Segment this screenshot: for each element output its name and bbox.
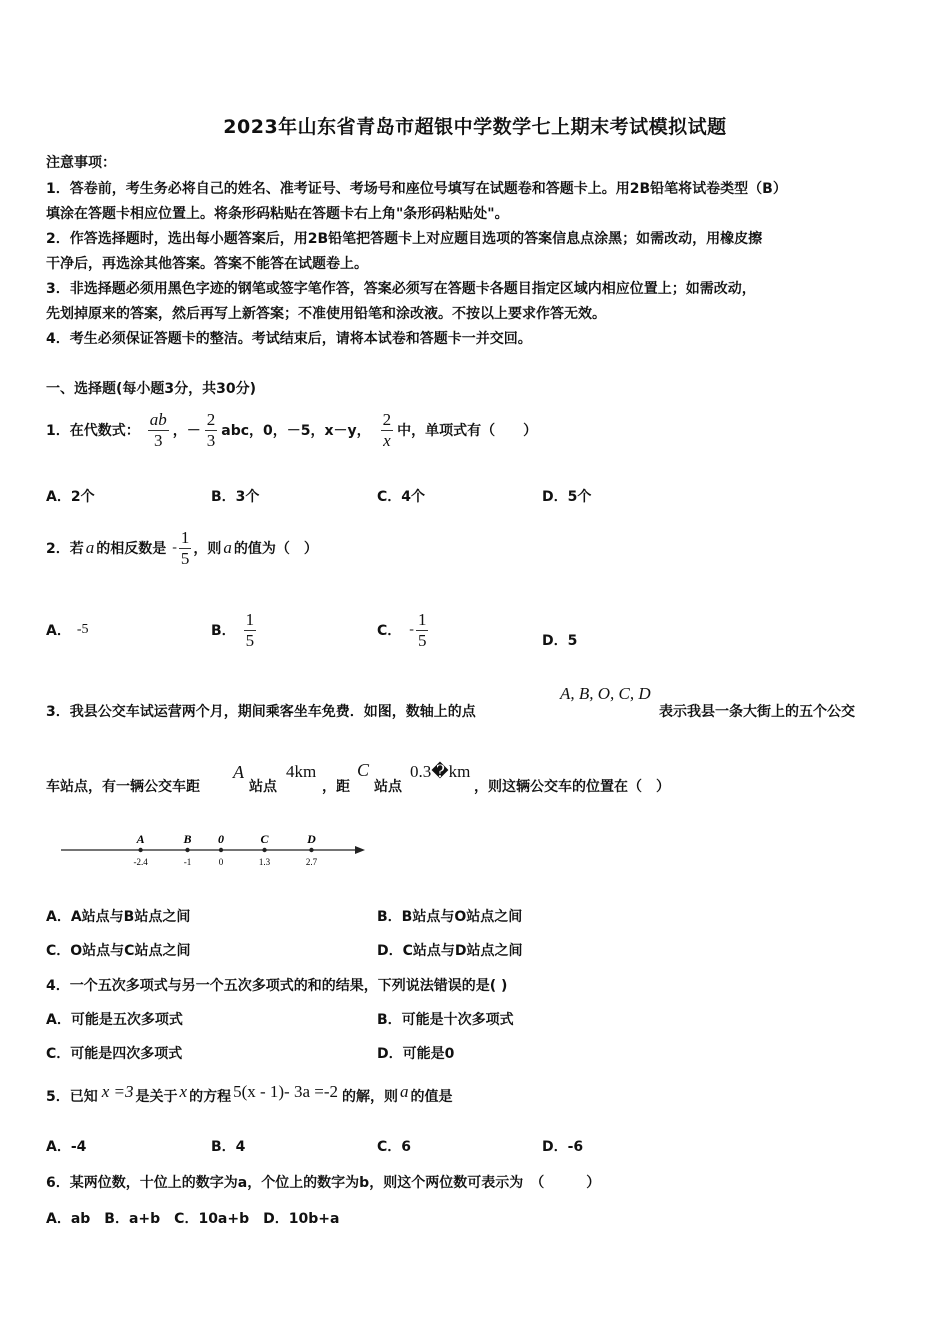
q5-mid3: 的解，则 [342, 1089, 399, 1105]
q1-mid: abc，0，－5，x－y， [221, 423, 371, 439]
q4-option-d[interactable]: D．可能是0 [377, 1046, 455, 1062]
q2-mid: 的相反数是 [96, 541, 167, 557]
q3-var-a: A [233, 762, 244, 782]
q3-distance-2: 0.3�km [410, 762, 471, 781]
number-line-svg [55, 826, 375, 872]
q2-option-c-neg: - [409, 622, 414, 637]
number-line-label-2: 0 [218, 832, 224, 846]
q3-distance-1: 4km [286, 762, 317, 781]
number-line-label-0: A [136, 832, 145, 846]
number-line-point-0 [138, 848, 142, 852]
notice-heading: 注意事项： [46, 155, 116, 171]
number-line-arrow [355, 846, 365, 854]
q3-line2-d: 站点 [374, 779, 402, 795]
q5-option-b[interactable]: B．4 [211, 1139, 246, 1155]
number-line-point-2 [219, 848, 223, 852]
q5-prefix: 5．已知 [46, 1089, 98, 1105]
q1-prefix: 1．在代数式： [46, 423, 140, 439]
q1-fraction-2-x: $\frac{2}{x}$ [382, 409, 392, 450]
notice-line: 4．考生必须保证答题卡的整洁。考试结束后，请将本试卷和答题卡一并交回。 [46, 331, 532, 347]
q1-suffix: 中，单项式有（ ） [397, 423, 538, 439]
number-line-point-3 [262, 848, 266, 852]
question-6: 6．某两位数，十位上的数字为a，个位上的数字为b，则这个两位数可表示为 （ ） [46, 1175, 601, 1191]
q2-var-a: a [85, 538, 95, 557]
q1-sep: ，－ [172, 423, 201, 439]
q3-option-c[interactable]: C．O站点与C站点之间 [46, 943, 191, 959]
q2-option-d[interactable]: D．5 [542, 633, 578, 649]
q5-mid1: 是关于 [135, 1089, 178, 1105]
q1-fraction-ab-3: $\frac{ab}{3}$ [149, 409, 167, 450]
number-line-figure [55, 826, 375, 876]
question-2 [46, 522, 318, 574]
q2-option-a-label: A． [46, 623, 71, 639]
section-heading: 一、选择题(每小题3分，共30分) [46, 381, 257, 397]
q5-suffix: 的值是 [410, 1089, 453, 1105]
notice-line: 干净后，再选涂其他答案。答案不能答在试题卷上。 [46, 256, 368, 272]
q2-option-b-label: B． [211, 623, 236, 639]
number-line-label-3: C [260, 832, 269, 846]
q3-line2-e: ，则这辆公交车的位置在（ ） [474, 779, 670, 795]
question-5 [46, 1076, 453, 1116]
q1-option-d[interactable]: D．5个 [542, 489, 592, 505]
q3-line2-b: 站点 [249, 779, 277, 795]
q2-fraction: $\frac{1}{5}$ [180, 527, 190, 568]
q5-option-c[interactable]: C．6 [377, 1139, 412, 1155]
notice-line: 2．作答选择题时，选出每小题答案后，用2B铅笔把答题卡上对应题目选项的答案信息点涂黑；如需改动，用橡皮擦 [46, 231, 763, 247]
q4-option-c[interactable]: C．可能是四次多项式 [46, 1046, 183, 1062]
number-line-value-0: -2.4 [133, 857, 148, 867]
q5-mid2: 的方程 [189, 1089, 232, 1105]
q1-option-b[interactable]: B．3个 [211, 489, 260, 505]
q2-option-a[interactable] [46, 605, 89, 655]
q3-points: A, B, O, C, D [560, 684, 651, 703]
q2-prefix: 2．若 [46, 541, 84, 557]
q3-option-a[interactable]: A．A站点与B站点之间 [46, 909, 191, 925]
q2-neg: - [172, 540, 177, 555]
q5-option-a[interactable]: A．-4 [46, 1139, 87, 1155]
q4-option-a[interactable]: A．可能是五次多项式 [46, 1012, 183, 1028]
page-title: 2023年山东省青岛市超银中学数学七上期末考试模拟试题 [223, 116, 727, 138]
q2-option-c-label: C． [377, 623, 402, 639]
q3-line1-end: 表示我县一条大街上的五个公交 [659, 704, 855, 720]
q2-option-c[interactable] [377, 605, 428, 655]
q2-option-c-fraction: $\frac{1}{5}$ [417, 609, 427, 650]
q3-option-d[interactable]: D．C站点与D站点之间 [377, 943, 523, 959]
q2-suffix2: 的值为（ ） [233, 541, 318, 557]
question-1 [46, 404, 537, 456]
q6-options[interactable]: A．ab B．a+b C．10a+b D．10b+a [46, 1211, 340, 1227]
q5-equation: 5(x - 1)- 3a =-2 [233, 1082, 339, 1101]
number-line-label-4: D [307, 832, 316, 846]
number-line-value-2: 0 [218, 857, 224, 867]
q5-condition: x =3 [101, 1082, 134, 1101]
q2-option-b-fraction: $\frac{1}{5}$ [245, 609, 255, 650]
notice-line: 先划掉原来的答案，然后再写上新答案；不准使用铅笔和涂改液。不按以上要求作答无效。 [46, 306, 606, 322]
q1-fraction-2-3: $\frac{2}{3}$ [206, 409, 216, 450]
number-line-value-4: 2.7 [305, 857, 318, 867]
q5-var-a: a [400, 1082, 409, 1101]
number-line-point-4 [309, 848, 313, 852]
q2-var-a2: a [223, 538, 232, 557]
q3-option-b[interactable]: B．B站点与O站点之间 [377, 909, 523, 925]
q5-option-d[interactable]: D．-6 [542, 1139, 584, 1155]
q1-option-a[interactable]: A．2个 [46, 489, 95, 505]
q3-line1-text: 3．我县公交车试运营两个月，期间乘客坐车免费．如图，数轴上的点 [46, 704, 476, 720]
notice-line: 填涂在答题卡相应位置上。将条形码粘贴在答题卡右上角"条形码粘贴处"。 [46, 206, 509, 222]
q5-var-x: x [179, 1082, 188, 1101]
q3-line2-a: 车站点，有一辆公交车距 [46, 779, 200, 795]
number-line-point-1 [185, 848, 189, 852]
q2-option-a-value: -5 [76, 622, 89, 637]
q4-option-b[interactable]: B．可能是十次多项式 [377, 1012, 514, 1028]
q3-line2-c: ，距 [322, 779, 350, 795]
q3-var-c: C [357, 760, 370, 780]
notice-line: 3．非选择题必须用黑色字迹的钢笔或签字笔作答，答案必须写在答题卡各题目指定区域内相应位置上；如需改动， [46, 281, 756, 297]
number-line-label-1: B [183, 832, 192, 846]
q2-option-b[interactable] [211, 605, 256, 655]
q1-option-c[interactable]: C．4个 [377, 489, 426, 505]
question-4: 4．一个五次多项式与另一个五次多项式的和的结果，下列说法错误的是( ) [46, 978, 508, 994]
notice-line: 1．答卷前，考生务必将自己的姓名、准考证号、考场号和座位号填写在试题卷和答题卡上。用2B铅笔将试卷类型（B） [46, 181, 787, 197]
number-line-value-3: 1.3 [258, 857, 271, 867]
q2-suffix1: ，则 [193, 541, 222, 557]
number-line-value-1: -1 [183, 857, 192, 867]
